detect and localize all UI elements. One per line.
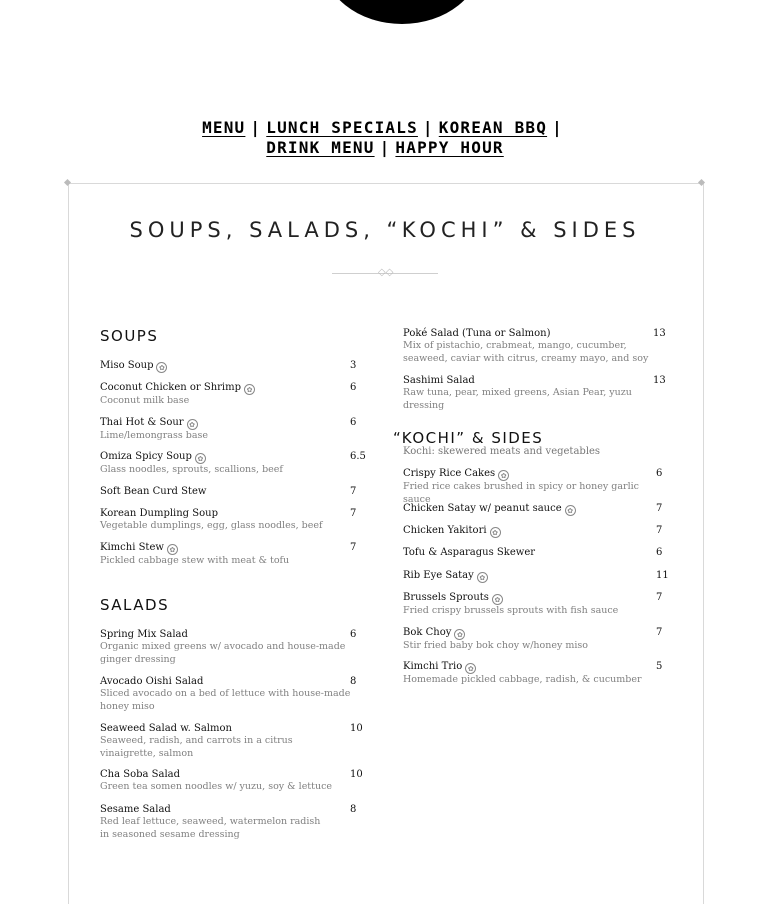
gluten-free-icon: ✿ [187, 419, 198, 430]
menu-item-description: Raw tuna, pear, mixed greens, Asian Pear, yuzu dressing [403, 387, 632, 411]
nav-separator: | [250, 118, 262, 137]
menu-item-name [403, 569, 665, 583]
nav-separator: | [379, 138, 391, 157]
menu-item [100, 803, 362, 841]
nav-separator: | [552, 118, 563, 137]
section-heading-kochi: “KOCHI” & SIDES [393, 429, 544, 447]
menu-item-price: 7 [350, 486, 357, 497]
menu-item-name [403, 467, 665, 481]
menu-item [100, 507, 362, 533]
menu-item-name [403, 660, 665, 674]
menu-item-price: 7 [656, 503, 663, 514]
gluten-free-icon: ✿ [498, 470, 509, 481]
menu-item [100, 381, 362, 408]
menu-item-name-text: Avocado Oishi Salad [100, 676, 204, 687]
menu-item-price: 7 [656, 525, 663, 536]
menu-item-price: 13 [653, 328, 666, 339]
menu-item-name [403, 524, 665, 538]
gluten-free-icon: ✿ [565, 505, 576, 516]
nav-separator: | [422, 118, 434, 137]
menu-item-price: 7 [350, 542, 357, 553]
menu-item-price: 6 [350, 382, 357, 393]
menu-item-name [100, 507, 362, 520]
menu-item-name [100, 381, 362, 395]
nav-link-korean-bbq[interactable]: KOREAN BBQ [438, 118, 548, 137]
menu-card-title: SOUPS, SALADS, “KOCHI” & SIDES [129, 218, 641, 242]
menu-item [403, 591, 665, 618]
menu-item-description: Glass noodles, sprouts, scallions, beef [100, 464, 283, 475]
gluten-free-icon: ✿ [195, 453, 206, 464]
menu-item-name-text: Omiza Spicy Soup [100, 451, 192, 462]
nav-link-drink-menu[interactable]: DRINK MENU [266, 138, 375, 157]
menu-item-price: 11 [656, 570, 669, 581]
gluten-free-icon: ✿ [477, 572, 488, 583]
gluten-free-icon: ✿ [465, 663, 476, 674]
nav-link-lunch-specials[interactable]: LUNCH SPECIALS [266, 118, 418, 137]
menu-item-price: 6 [656, 468, 663, 479]
menu-item-description: Red leaf lettuce, seaweed, watermelon radish in seasoned sesame dressing [100, 816, 321, 840]
menu-item-price: 8 [350, 804, 357, 815]
menu-item-price: 13 [653, 375, 666, 386]
menu-item-name [100, 450, 362, 464]
menu-item [100, 722, 362, 760]
menu-item-name-text: Kimchi Trio [403, 661, 463, 672]
menu-item-description: Organic mixed greens w/ avocado and house-made ginger dressing [100, 641, 346, 665]
menu-item-name [100, 359, 362, 373]
section-heading-salads: SALADS [100, 596, 170, 614]
menu-item [403, 569, 669, 583]
menu-item-name [100, 628, 362, 641]
menu-item [403, 660, 665, 687]
menu-item-price: 5 [656, 661, 663, 672]
menu-item-description: Fried rice cakes brushed in spicy or honey garlic sauce [403, 481, 639, 505]
menu-item [100, 450, 366, 477]
menu-item-name-text: Tofu & Asparagus Skewer [403, 547, 536, 558]
nav-row-1 [0, 118, 770, 138]
gluten-free-icon: ✿ [244, 384, 255, 395]
menu-item [100, 541, 362, 568]
menu-item-name-text: Miso Soup [100, 360, 154, 371]
menu-item-name-text: Seaweed Salad w. Salmon [100, 723, 232, 734]
menu-item [100, 359, 362, 373]
menu-item-name-text: Crispy Rice Cakes [403, 468, 496, 479]
menu-item-price: 7 [656, 627, 663, 638]
nav-link-menu[interactable]: MENU [202, 118, 246, 137]
menu-item [403, 327, 665, 365]
menu-item-name-text: Soft Bean Curd Stew [100, 486, 207, 497]
menu-item-name [100, 675, 362, 688]
menu-item-name [100, 722, 362, 735]
gluten-free-icon: ✿ [490, 527, 501, 538]
menu-item-name [100, 803, 362, 816]
section-subheading-kochi: Kochi: skewered meats and vegetables [403, 446, 601, 457]
menu-item-description: Vegetable dumplings, egg, glass noodles, beef [100, 520, 323, 531]
section-heading-soups: SOUPS [100, 327, 159, 345]
menu-item-name-text: Coconut Chicken or Shrimp [100, 382, 241, 393]
menu-item [403, 502, 665, 516]
menu-item-price: 7 [350, 508, 357, 519]
menu-item-name-text: Brussels Sprouts [403, 592, 489, 603]
menu-item-name-text: Spring Mix Salad [100, 629, 188, 640]
menu-item-description: Homemade pickled cabbage, radish, & cucumber [403, 674, 642, 685]
menu-item-name-text: Thai Hot & Sour [100, 417, 184, 428]
menu-item [100, 416, 362, 443]
menu-item-price: 6 [350, 629, 357, 640]
menu-item [403, 467, 665, 506]
menu-item-description: Seaweed, radish, and carrots in a citrus vinaigrette, salmon [100, 735, 293, 759]
menu-item [403, 626, 665, 653]
gluten-free-icon: ✿ [167, 544, 178, 555]
menu-item-name-text: Bok Choy [403, 627, 452, 638]
menu-item-name-text: Chicken Satay w/ peanut sauce [403, 503, 562, 514]
divider-ornament-icon: ◇◇ [378, 267, 394, 278]
menu-item-description: Pickled cabbage stew with meat & tofu [100, 555, 290, 566]
gluten-free-icon: ✿ [454, 629, 465, 640]
nav-row-2 [0, 138, 770, 158]
menu-item-name-text: Kimchi Stew [100, 542, 164, 553]
menu-item-price: 6 [656, 547, 663, 558]
menu-item-description: Sliced avocado on a bed of lettuce with house-made honey miso [100, 688, 351, 712]
menu-item-name [100, 768, 362, 781]
menu-item-description: Coconut milk base [100, 395, 190, 406]
menu-item-price: 7 [656, 592, 663, 603]
menu-item-name [403, 591, 665, 605]
menu-item-name [403, 626, 665, 640]
nav-link-happy-hour[interactable]: HAPPY HOUR [395, 138, 504, 157]
menu-item-name-text: Sesame Salad [100, 804, 171, 815]
menu-item-description: Stir fried baby bok choy w/honey miso [403, 640, 589, 651]
menu-item-name [403, 374, 665, 387]
gluten-free-icon: ✿ [156, 362, 167, 373]
menu-item-name [100, 485, 362, 498]
menu-item [100, 675, 362, 713]
menu-item-name [403, 502, 665, 516]
menu-item-description: Fried crispy brussels sprouts with fish sauce [403, 605, 619, 616]
menu-item-description: Mix of pistachio, crabmeat, mango, cucumber, seaweed, caviar with citrus, creamy mayo, and soy [403, 340, 649, 364]
logo[interactable] [322, 0, 482, 24]
menu-navigation [0, 118, 770, 158]
menu-item-price: 6.5 [350, 451, 366, 462]
gluten-free-icon: ✿ [492, 594, 503, 605]
menu-item [100, 485, 362, 498]
menu-item-name-text: Poké Salad (Tuna or Salmon) [403, 328, 551, 339]
menu-item [403, 546, 665, 559]
menu-item-name [403, 327, 665, 340]
menu-item-name-text: Chicken Yakitori [403, 525, 487, 536]
menu-item-name-text: Rib Eye Satay [403, 570, 474, 581]
menu-item-price: 8 [350, 676, 357, 687]
menu-item-price: 3 [350, 360, 357, 371]
menu-item-description: Lime/lemongrass base [100, 430, 208, 441]
menu-item-name [100, 541, 362, 555]
menu-item [403, 374, 665, 412]
menu-item-price: 10 [350, 769, 363, 780]
menu-item-name [100, 416, 362, 430]
menu-item-price: 10 [350, 723, 363, 734]
menu-item-name [403, 546, 665, 559]
menu-item-price: 6 [350, 417, 357, 428]
menu-item [403, 524, 665, 538]
menu-item-name-text: Sashimi Salad [403, 375, 475, 386]
menu-item [100, 768, 362, 794]
menu-item-description: Green tea somen noodles w/ yuzu, soy & lettuce [100, 781, 333, 792]
menu-item-name-text: Korean Dumpling Soup [100, 508, 218, 519]
menu-item-name-text: Cha Soba Salad [100, 769, 181, 780]
menu-item [100, 628, 362, 666]
